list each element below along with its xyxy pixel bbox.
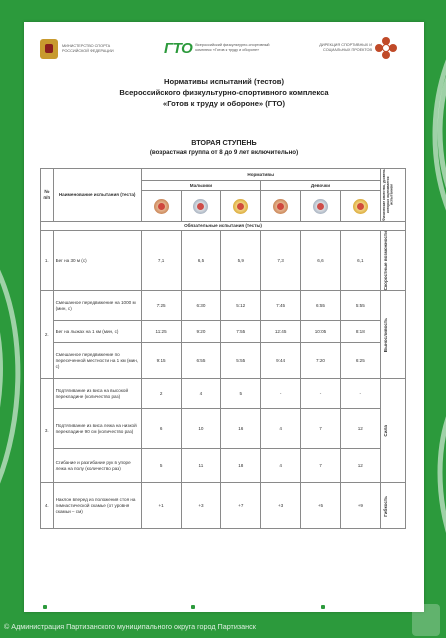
quality-cell (380, 231, 405, 291)
norm-value: 18 (221, 449, 261, 483)
header-quality-text: Физические качества, уровень которых оценивается испытанием (381, 169, 394, 221)
norm-value: 7:55 (221, 321, 261, 343)
table-row (41, 449, 406, 483)
document-title (24, 76, 424, 109)
header-boys: Мальчики (141, 181, 261, 191)
watermark-text: © Администрация Партизанского муниципального округа город Партизанск (4, 622, 256, 631)
header-girls: Девочки (261, 181, 381, 191)
coat-of-arms-icon (40, 39, 58, 59)
norm-value: 6:25 (340, 343, 380, 379)
title-line-3: «Готов к труду и обороне» (ГТО) (163, 99, 285, 108)
quality-cell (380, 291, 405, 379)
norm-value: 5:12 (221, 291, 261, 321)
footer-site-link[interactable] (188, 602, 244, 611)
table-row (41, 483, 406, 529)
norm-value: 5,9 (221, 231, 261, 291)
norm-value: 6,5 (181, 231, 221, 291)
title-line-2: Всероссийского физкультурно-спортивного комплекса (119, 88, 329, 97)
norm-value: 7:25 (141, 291, 181, 321)
table-row (41, 409, 406, 449)
watermark-emblem-icon (412, 604, 440, 636)
norm-value: - (261, 379, 301, 409)
quality-label: Выносливость (382, 317, 388, 353)
norm-value: +9 (340, 483, 380, 529)
stage-heading (24, 138, 424, 158)
quality-cell (380, 483, 405, 529)
gto-description: Всероссийский физкультурно-спортивный комплекс «Готов к труду и обороне» (195, 43, 270, 52)
norm-value: +1 (141, 483, 181, 529)
norm-value: 7:20 (301, 343, 341, 379)
norm-value: 11:25 (141, 321, 181, 343)
document-header (24, 22, 424, 74)
norm-value: 6,1 (340, 231, 380, 291)
row-number: 2. (41, 291, 54, 379)
norm-value: 9:20 (181, 321, 221, 343)
norm-value: 12 (340, 409, 380, 449)
title-line-1: Нормативы испытаний (тестов) (163, 77, 285, 86)
gto-wordmark: ГТО (164, 39, 193, 57)
globe-icon (188, 602, 197, 611)
norm-value: 4 (261, 449, 301, 483)
stage-name: ВТОРАЯ СТУПЕНЬ (191, 138, 257, 147)
footer-phone-text: 8-800-350-00-00 (53, 602, 113, 611)
gto-logo (164, 36, 288, 60)
gold-badge-icon (233, 199, 248, 214)
medal-cell (340, 191, 380, 222)
quality-label: Сила (382, 425, 388, 437)
table-row (41, 321, 406, 343)
norm-value: 12:45 (261, 321, 301, 343)
footer-site-text: www.gto.ru (201, 602, 245, 611)
norm-value: 9:44 (261, 343, 301, 379)
test-name: Сгибание и разгибание рук в упоре лежа на полу (количество раз) (53, 449, 141, 483)
norm-value: 8:18 (340, 321, 380, 343)
footer-phone[interactable] (40, 602, 113, 611)
norm-value: 5:55 (221, 343, 261, 379)
quality-label: Скоростные возможности (382, 231, 388, 291)
bronze-badge-icon (154, 199, 169, 214)
gold-badge-icon (353, 199, 368, 214)
table-row (41, 343, 406, 379)
norm-value: 7,3 (261, 231, 301, 291)
norm-value: 7 (301, 409, 341, 449)
norm-value: 6:30 (181, 291, 221, 321)
directorate-name: ДИРЕКЦИЯ СПОРТИВНЫХ И СОЦИАЛЬНЫХ ПРОЕКТОВ (319, 43, 372, 52)
norm-value: 5 (221, 379, 261, 409)
norm-value: +3 (261, 483, 301, 529)
norm-value: 9:15 (141, 343, 181, 379)
medal-cell (141, 191, 181, 222)
header-number: № п/п (41, 169, 54, 222)
ministry-logo (40, 38, 160, 60)
header-norms: Нормативы (141, 169, 380, 181)
footer-vk-link[interactable] (318, 602, 390, 611)
norm-value: - (340, 379, 380, 409)
test-name: Подтягивание из виса лежа на низкой перекладине 90 см (количество раз) (53, 409, 141, 449)
row-number: 4. (41, 483, 54, 529)
test-name: Смешанное передвижение на 1000 м (мин, с) (53, 291, 141, 321)
quality-cell (380, 379, 405, 483)
medal-cell (181, 191, 221, 222)
norm-value: 6:55 (181, 343, 221, 379)
quality-label: Гибкость (382, 495, 388, 517)
document-sheet (24, 22, 424, 612)
header-quality (380, 169, 405, 222)
phone-icon (40, 602, 49, 611)
norm-value: 5:55 (340, 291, 380, 321)
norm-value: 5 (141, 449, 181, 483)
silver-badge-icon (193, 199, 208, 214)
test-name: Наклон вперед из положения стоя на гимнастической скамье (от уровня скамьи – см) (53, 483, 141, 529)
norm-value: +5 (301, 483, 341, 529)
norm-value: 7:45 (261, 291, 301, 321)
norm-value: 4 (181, 379, 221, 409)
medal-cell (261, 191, 301, 222)
test-name: Подтягивание из виса на высокой перекладине (количество раз) (53, 379, 141, 409)
norm-value: 16 (221, 409, 261, 449)
norm-value: 10 (181, 409, 221, 449)
norm-value: +7 (221, 483, 261, 529)
stage-age-group: (возрастная группа от 8 до 9 лет включительно) (149, 149, 299, 156)
vk-icon (318, 602, 327, 611)
norm-value: - (301, 379, 341, 409)
row-number: 1. (41, 231, 54, 291)
ministry-name: МИНИСТЕРСТВО СПОРТА РОССИЙСКОЙ ФЕДЕРАЦИИ (62, 44, 114, 53)
norm-value: +3 (181, 483, 221, 529)
section-mandatory: Обязательные испытания (тесты) (41, 222, 406, 231)
row-number: 3. (41, 379, 54, 483)
header-test-name: Наименование испытания (теста) (53, 169, 141, 222)
footer-vk-text: vk.com/rfsl_gto (331, 602, 391, 611)
norm-value: 6,6 (301, 231, 341, 291)
table-row (41, 291, 406, 321)
directorate-logo (316, 36, 406, 60)
norm-value: 6:55 (301, 291, 341, 321)
table-row (41, 379, 406, 409)
norm-value: 7 (301, 449, 341, 483)
norm-value: 6 (141, 409, 181, 449)
test-name: Бег на лыжах на 1 км (мин, с) (53, 321, 141, 343)
table-row (41, 231, 406, 291)
silver-badge-icon (313, 199, 328, 214)
norm-value: 4 (261, 409, 301, 449)
norm-value: 2 (141, 379, 181, 409)
bronze-badge-icon (273, 199, 288, 214)
norm-value: 7,1 (141, 231, 181, 291)
test-name: Смешанное передвижение по пересеченной местности на 1 км (мин, с) (53, 343, 141, 379)
norm-value: 11 (181, 449, 221, 483)
norm-value: 10:05 (301, 321, 341, 343)
test-name: Бег на 30 м (с) (53, 231, 141, 291)
flower-emblem-icon (375, 37, 397, 59)
medal-cell (301, 191, 341, 222)
norms-table (40, 168, 406, 529)
norm-value: 12 (340, 449, 380, 483)
footer-bar (0, 596, 446, 618)
medal-cell (221, 191, 261, 222)
